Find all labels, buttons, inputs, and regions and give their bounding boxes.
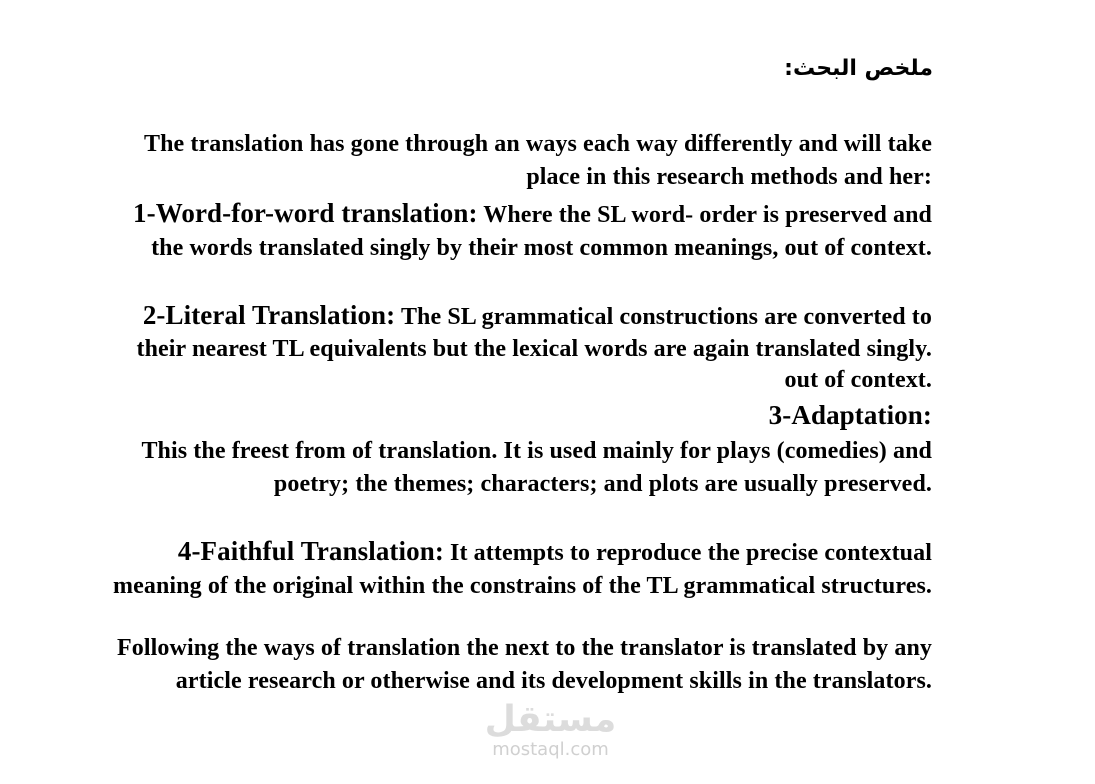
watermark-logo: مستقل (484, 699, 617, 740)
watermark (478, 700, 623, 760)
watermark-url: mostaql.com (492, 739, 609, 760)
section-label: 1-Word-for-word translation: (133, 198, 478, 228)
intro-paragraph: The translation has gone through an ways each way differently and will take place in this research methods and her: (143, 131, 932, 190)
section-faithful (102, 535, 932, 602)
section-word-for-word (102, 197, 932, 264)
section-label: 3-Adaptation: (768, 400, 932, 430)
conclusion-paragraph: Following the ways of translation the next to the translator is translated by any article research or otherwise and its development skills in the translators. (117, 635, 932, 694)
section-adaptation: This the freest from of translation. It is used mainly for plays (comedies) and poetry; the themes; characters; and plots are usually preserved. (141, 438, 932, 497)
section-text: The SL grammatical constructions are converted to their nearest TL equivalents but the lexical words are again translated singly. out of context. (136, 304, 932, 393)
section-adaptation-heading (102, 399, 932, 434)
section-text: Where the SL word- order is preserved and the words translated singly by their most common meanings, out of context. (151, 202, 932, 261)
section-label: 4-Faithful Translation: (177, 536, 444, 566)
section-text: It attempts to reproduce the precise contextual meaning of the original within the constrains of the TL grammatical structures. (113, 540, 932, 599)
section-label: 2-Literal Translation: (142, 300, 396, 330)
abstract-heading: ملخص البحث: (784, 56, 933, 81)
section-literal (102, 300, 932, 397)
